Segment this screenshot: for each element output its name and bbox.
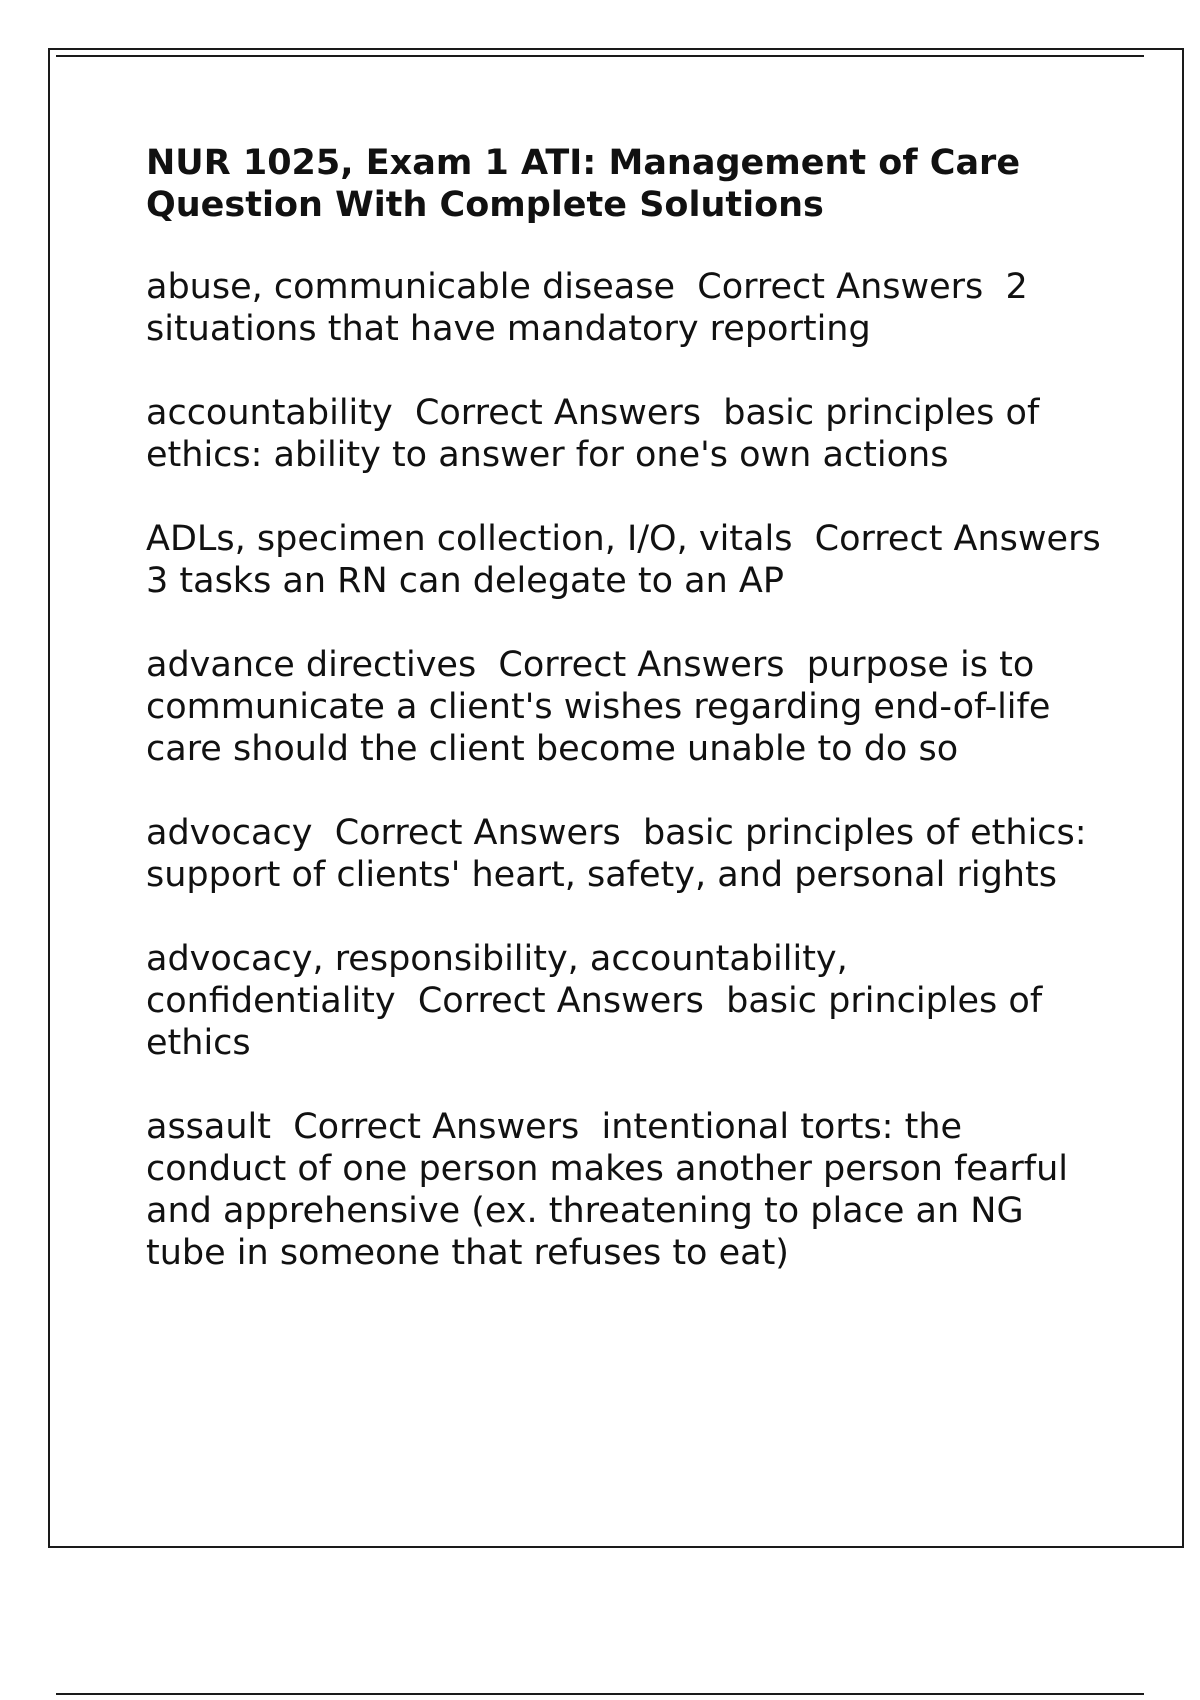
qa-entry: ADLs, specimen collection, I/O, vitals Correct Answers 3 tasks an RN can delegate to an AP [146, 519, 1123, 601]
document-body [146, 142, 1123, 1316]
qa-entry: advocacy, responsibility, accountability, confidentiality Correct Answers basic principles of ethics [146, 939, 1054, 1063]
qa-entry: advocacy Correct Answers basic principles of ethics: support of clients' heart, safety, and personal rights [146, 813, 1098, 895]
qa-entry: abuse, communicable disease Correct Answers 2 situations that have mandatory reporting [146, 267, 1039, 349]
bottom-rule-divider [56, 1693, 1144, 1695]
top-rule-divider [56, 55, 1144, 57]
qa-entry: accountability Correct Answers basic principles of ethics: ability to answer for one's own actions [146, 393, 1051, 475]
document-title: NUR 1025, Exam 1 ATI: Management of Care Question With Complete Solutions [146, 143, 1021, 225]
qa-entry: assault Correct Answers intentional torts: the conduct of one person makes another person fearful and apprehensive (ex. threatening to place an NG tube in someone that refuses to eat) [146, 1107, 1080, 1273]
qa-entry: advance directives Correct Answers purpose is to communicate a client's wishes regarding end-of-life care should the client become unable to do so [146, 645, 1062, 769]
